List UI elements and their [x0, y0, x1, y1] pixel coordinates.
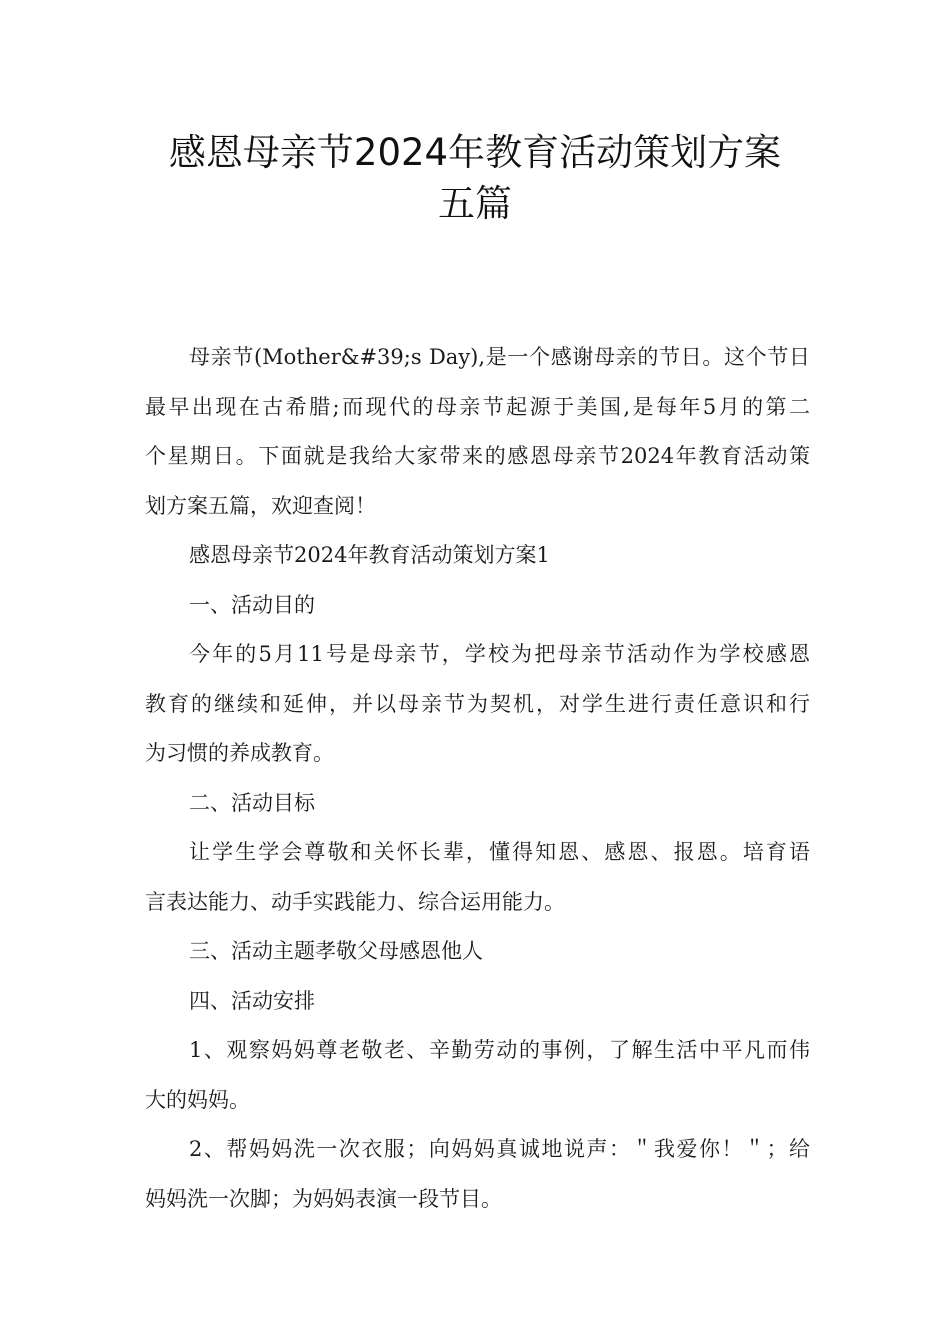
- paragraph-line: 言表达能力、动手实践能力、综合运用能力。: [145, 889, 565, 914]
- paragraph-line: 二、活动目标: [189, 790, 315, 815]
- paragraph: [145, 630, 810, 779]
- paragraph-line: 三、活动主题孝敬父母感恩他人: [189, 939, 483, 963]
- document-title-line-1: 感恩母亲节2024年教育活动策划方案: [168, 131, 782, 174]
- paragraph-line: 让学生学会尊敬和关怀长辈，懂得知恩、感恩、报恩。培育语: [189, 840, 810, 864]
- paragraph-line: 今年的5月11号是母亲节，学校为把母亲节活动作为学校感恩: [189, 642, 810, 666]
- paragraph: [145, 1125, 810, 1224]
- paragraph-line: 大的妈妈。: [145, 1087, 250, 1112]
- paragraph-line: 划方案五篇，欢迎查阅！: [145, 493, 376, 518]
- paragraph: [145, 828, 810, 927]
- paragraph: [145, 531, 810, 581]
- document-body: [145, 333, 810, 1224]
- paragraph-line: 妈妈洗一次脚；为妈妈表演一段节目。: [145, 1186, 502, 1211]
- document-title-line-2: 五篇: [438, 182, 512, 225]
- paragraph: [145, 333, 810, 531]
- paragraph-line: 四、活动安排: [189, 988, 315, 1013]
- paragraph-line: 1、观察妈妈尊老敬老、辛勤劳动的事例，了解生活中平凡而伟: [189, 1038, 810, 1062]
- paragraph: [145, 1026, 810, 1125]
- paragraph-line: 最早出现在古希腊;而现代的母亲节起源于美国,是每年5月的第二: [145, 394, 810, 419]
- paragraph: [145, 927, 810, 977]
- paragraph: [145, 581, 810, 631]
- paragraph-line: 感恩母亲节2024年教育活动策划方案1: [189, 543, 550, 567]
- paragraph: [145, 977, 810, 1027]
- paragraph-line: 一、活动目的: [189, 592, 315, 617]
- paragraph-line: 个星期日。下面就是我给大家带来的感恩母亲节2024年教育活动策: [145, 444, 810, 468]
- paragraph: [145, 779, 810, 829]
- paragraph-line: 教育的继续和延伸，并以母亲节为契机，对学生进行责任意识和行: [145, 691, 810, 716]
- paragraph-line: 为习惯的养成教育。: [145, 741, 334, 765]
- paragraph-line: 2、帮妈妈洗一次衣服；向妈妈真诚地说声：＂我爱你！＂；给: [189, 1137, 810, 1161]
- paragraph-line: 母亲节(Mother&#39;s Day),是一个感谢母亲的节日。这个节日: [189, 345, 810, 369]
